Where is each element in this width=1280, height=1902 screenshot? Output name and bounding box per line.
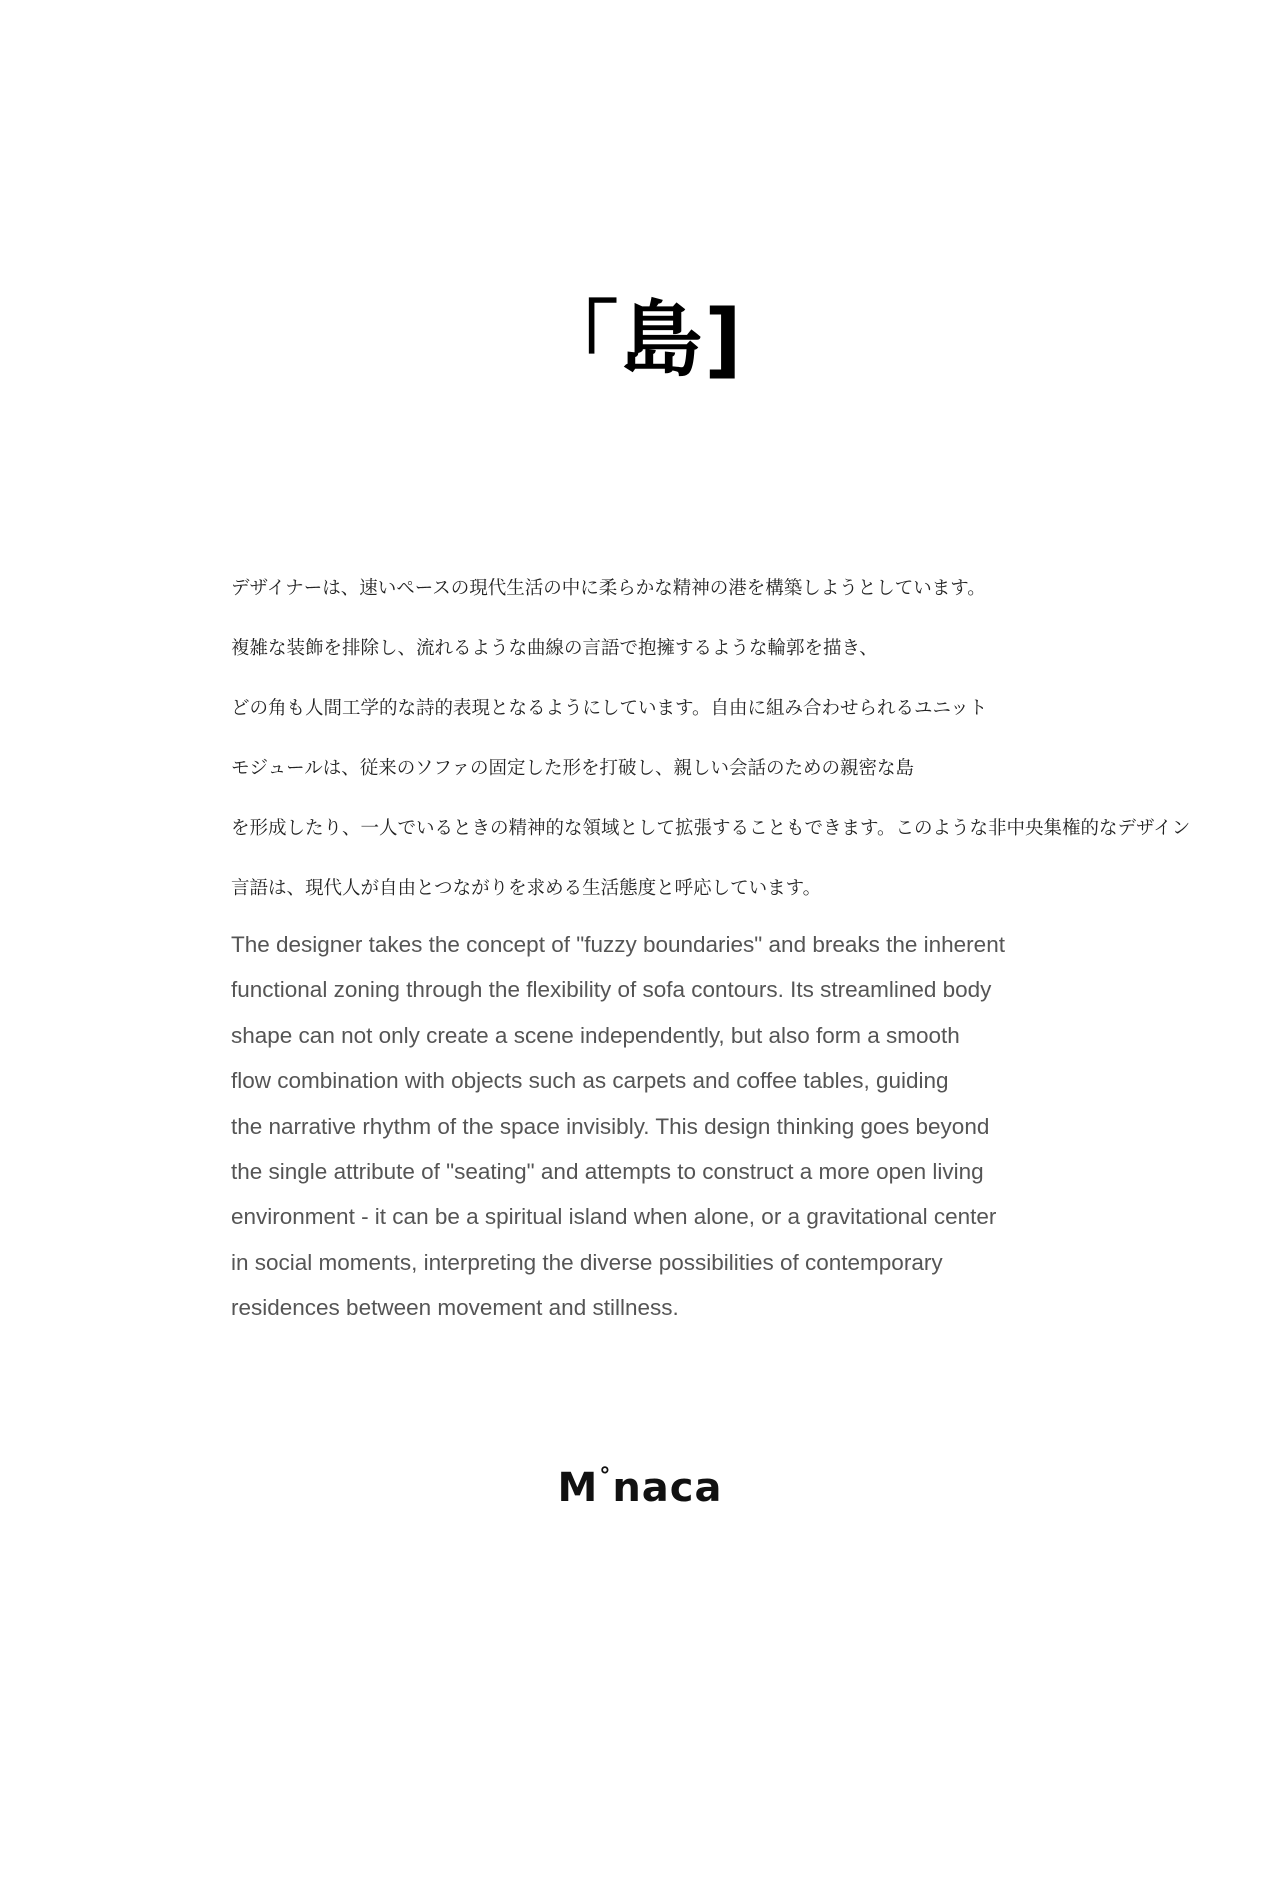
japanese-line: を形成したり、一人でいるときの精神的な領域として拡張することもできます。このような非中央集権的なデザイン: [231, 818, 1191, 839]
japanese-line: 言語は、現代人が自由とつながりを求める生活態度と呼応しています。: [231, 878, 822, 899]
english-line: flow combination with objects such as carpets and coffee tables, guiding: [231, 1068, 949, 1094]
logo-ring: °: [599, 1464, 612, 1489]
japanese-line: 複雑な装飾を排除し、流れるような曲線の言語で抱擁するような輪郭を描き、: [231, 638, 878, 659]
english-line: The designer takes the concept of "fuzzy boundaries" and breaks the inherent: [231, 932, 1005, 957]
japanese-paragraph: [231, 574, 1280, 934]
english-line: shape can not only create a scene independently, but also form a smooth: [231, 1022, 960, 1048]
logo-suffix: naca: [612, 1465, 723, 1511]
english-line: the narrative rhythm of the space invisibly. This design thinking goes beyond: [231, 1113, 990, 1139]
page-title: 「島]: [536, 293, 744, 388]
japanese-line: どの角も人間工学的な詩的表現となるようにしています。自由に組み合わせられるユニット: [231, 698, 988, 719]
english-line: residences between movement and stillness.: [231, 1295, 679, 1321]
english-line: environment - it can be a spiritual island when alone, or a gravitational center: [231, 1204, 997, 1230]
brand-logo: [0, 1464, 1280, 1511]
english-paragraph: [231, 922, 1061, 1331]
english-line: the single attribute of "seating" and attempts to construct a more open living: [231, 1158, 984, 1184]
japanese-line: モジュールは、従来のソファの固定した形を打破し、親しい会話のための親密な島: [231, 758, 915, 779]
english-line: functional zoning through the flexibility of sofa contours. Its streamlined body: [231, 977, 992, 1003]
logo-prefix: M: [557, 1465, 599, 1511]
english-line: in social moments, interpreting the diverse possibilities of contemporary: [231, 1249, 943, 1275]
japanese-line: デザイナーは、速いペースの現代生活の中に柔らかな精神の港を構築しようとしています。: [231, 578, 986, 599]
